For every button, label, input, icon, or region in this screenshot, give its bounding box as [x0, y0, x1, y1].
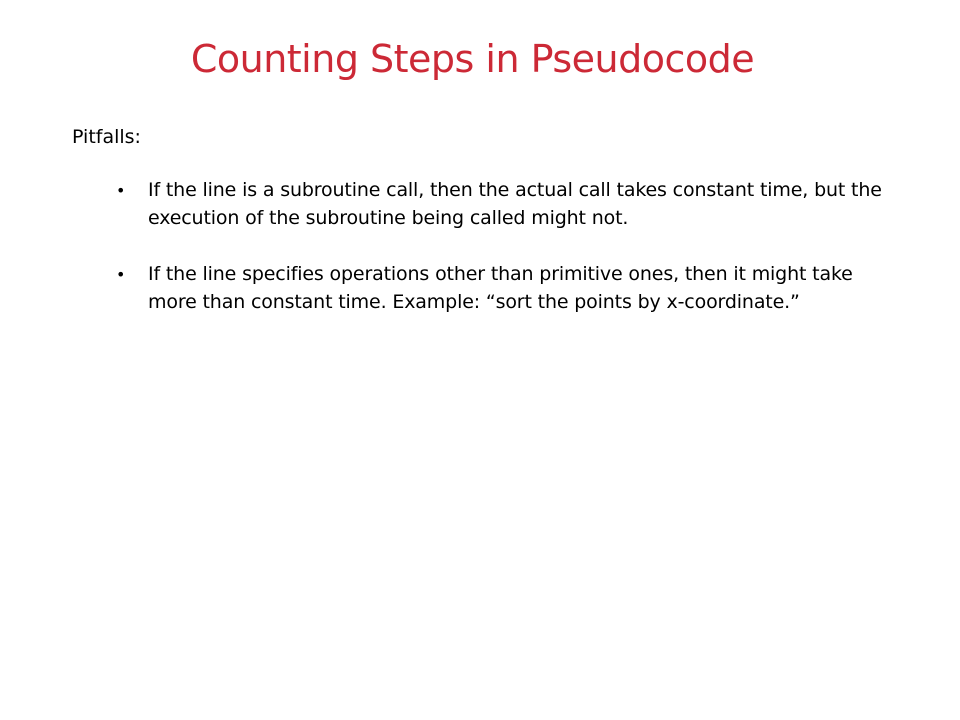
bullet-text: If the line specifies operations other than primitive ones, then it might take more than constant time. Example: “sort the points by x-coordinate.”: [148, 263, 853, 313]
slide-title: Counting Steps in Pseudocode: [190, 37, 755, 81]
bullet-list: [0, 177, 960, 345]
pitfalls-heading: Pitfalls:: [72, 126, 141, 148]
bullet-item-non-primitive-ops: [0, 261, 960, 316]
bullet-text: If the line is a subroutine call, then the actual call takes constant time, but the execution of the subroutine being called might not.: [148, 179, 882, 229]
bullet-marker: •: [116, 265, 126, 284]
bullet-item-subroutine-call: [0, 177, 960, 232]
bullet-marker: •: [116, 181, 126, 200]
